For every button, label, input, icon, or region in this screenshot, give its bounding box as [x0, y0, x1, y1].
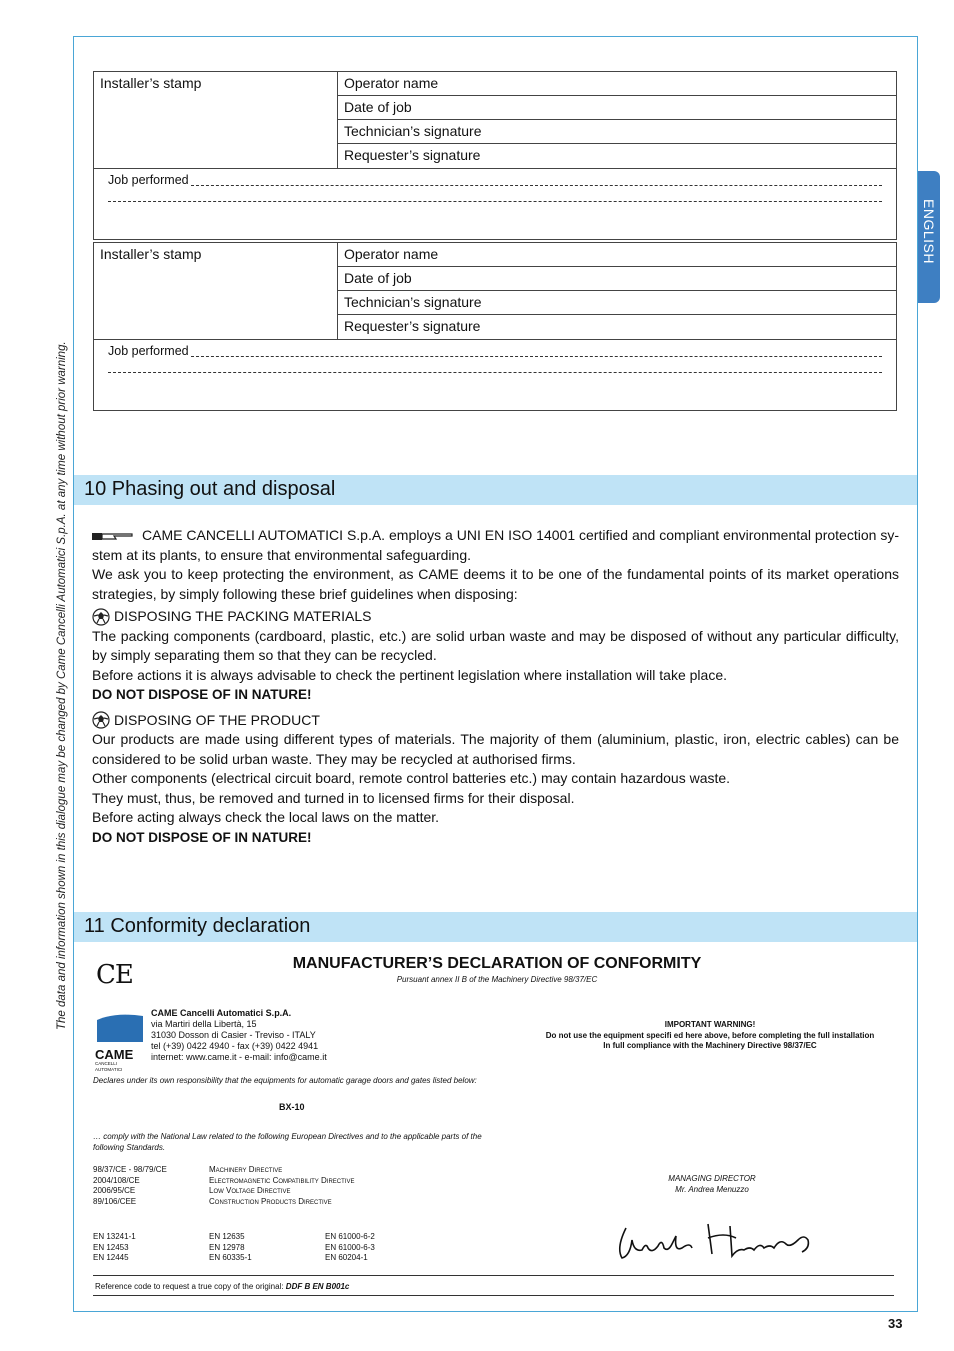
- section-10-title: 10 Phasing out and disposal: [84, 478, 336, 500]
- maintenance-record: [93, 71, 897, 240]
- packing-warning: DO NOT DISPOSE OF IN NATURE!: [92, 687, 312, 702]
- came-logo-icon: [95, 1010, 145, 1044]
- reference-line: Reference code to request a true copy of the original: DDF B EN B001c: [95, 1282, 350, 1291]
- job-performed-area: [94, 340, 896, 410]
- recycle-icon: [92, 711, 110, 729]
- language-tab[interactable]: [918, 171, 940, 303]
- packing-title: DISPOSING THE PACKING MATERIALS: [114, 608, 372, 624]
- section-11-header: [74, 912, 917, 942]
- packing-heading: [92, 607, 899, 627]
- maintenance-record: [93, 242, 897, 411]
- requester-signature-field: Requester’s signature: [344, 147, 481, 163]
- job-performed-area: [94, 169, 896, 239]
- product-heading: [92, 711, 899, 731]
- packing-paragraph-2: Before actions it is always advisable to check the pertinent legislation where installation will take place.: [92, 666, 728, 683]
- product-paragraph-2: Other components (electrical circuit board, remote control batteries etc.) may contain hazardous waste.: [92, 770, 731, 786]
- recycle-icon: [92, 608, 110, 626]
- product-warning: DO NOT DISPOSE OF IN NATURE!: [92, 829, 312, 845]
- section-10-body: [92, 526, 899, 847]
- company-address: CAME Cancelli Automatici S.p.A. via Martiri della Libertà, 15 31030 Dosson di Casier - Treviso - ITALY tel (+39) 0422 4940 - fax (+39) 0422 4941 internet: www.came.it - e-mail: info@came.it: [151, 1008, 327, 1062]
- standards-list: EN 13241-1 EN 12635 EN 61000-6-2 EN 12453 EN 12978 EN 61000-6-3 EN 12445 EN 60335-1 EN 60204-1: [93, 1232, 375, 1262]
- disclaimer-note: The data and information shown in this dialogue may be changed by Came Cancelli Automatici S.p.A. at any time without prior warning.: [56, 341, 68, 1030]
- page-number: 33: [888, 1316, 903, 1331]
- divider: [93, 1275, 894, 1276]
- directives-list: 98/37/CE - 98/79/CE Machinery Directive 2004/108/CE Electromagnetic Compatibility Directive 2006/95/CE Low Voltage Directive 89/106/CEE Construction Products Directive: [93, 1165, 355, 1206]
- product-paragraph-1: Our products are made using different types of materials. The majority of them (aluminium, plastic, iron, electric cables) can be considered to be solid urban waste. They may be recycled at authorised firms.: [92, 731, 899, 767]
- divider: [93, 1295, 894, 1296]
- logo-subtext: CANCELLI AUTOMATICI: [95, 1061, 123, 1072]
- product-paragraph-3: They must, thus, be removed and turned in to licensed firms for their disposal.: [92, 789, 575, 806]
- technician-signature-field: Technician’s signature: [338, 291, 896, 315]
- director-block: MANAGING DIRECTOR Mr. Andrea Menuzzo: [668, 1174, 756, 1194]
- section-11-title: 11 Conformity declaration: [84, 915, 311, 937]
- intro-paragraph: CAME CANCELLI AUTOMATICI S.p.A. employs a UNI EN ISO 14001 certified and compliant environmental protection sy-stem at its plants, to ensure that environmental safeguarding.: [92, 527, 899, 563]
- operator-name-field: Operator name: [338, 243, 896, 267]
- operator-name-field: Operator name: [338, 72, 896, 96]
- important-warning: IMPORTANT WARNING! Do not use the equipment specifi ed here above, before completing the full installation In full compliance with the Machinery Directive 98/37/EC: [545, 1020, 875, 1050]
- model-code: BX-10: [279, 1102, 305, 1112]
- product-title: DISPOSING OF THE PRODUCT: [114, 711, 320, 728]
- date-of-job-field: Date of job: [338, 96, 896, 120]
- declares-text: Declares under its own responsibility that the equipments for automatic garage doors and gates listed below:: [93, 1076, 477, 1085]
- date-of-job-field: Date of job: [338, 267, 896, 291]
- ce-mark: CE: [96, 960, 133, 990]
- technician-signature-field: Technician’s signature: [338, 120, 896, 144]
- logo-text: CAME: [95, 1047, 134, 1062]
- installer-stamp-label: Installer’s stamp: [94, 243, 338, 339]
- declaration-subtitle: Pursuant annex II B of the Machinery Directive 98/37/EC: [396, 975, 598, 984]
- installer-stamp-label: Installer’s stamp: [94, 72, 338, 168]
- language-tab-label: ENGLISH: [921, 199, 937, 264]
- product-paragraph-4: Before acting always check the local laws on the matter.: [92, 809, 440, 825]
- signature-image: [612, 1218, 822, 1266]
- job-performed-label: Job performed: [108, 344, 189, 358]
- packing-paragraph-1: The packing components (cardboard, plastic, etc.) are solid urban waste and may be disposed of without any particular difficulty, by simply separating them so that they can be recycled.: [92, 627, 899, 663]
- came-logo: [95, 1010, 145, 1072]
- section-10-header: [74, 475, 917, 505]
- guidelines-paragraph: We ask you to keep protecting the environment, as CAME deems it to be one of the fundamental points of its market operations strategies, by simply following these brief guidelines when disposing:: [92, 566, 899, 602]
- declaration-title: MANUFACTURER’S DECLARATION OF CONFORMITY: [292, 955, 702, 972]
- pointing-hand-icon: [92, 531, 136, 541]
- requester-signature-field: Requester’s signature: [344, 318, 481, 334]
- comply-text: … comply with the National Law related to the following European Directives and to the applicable parts of the following Standards.: [93, 1132, 482, 1152]
- job-performed-label: Job performed: [108, 173, 189, 187]
